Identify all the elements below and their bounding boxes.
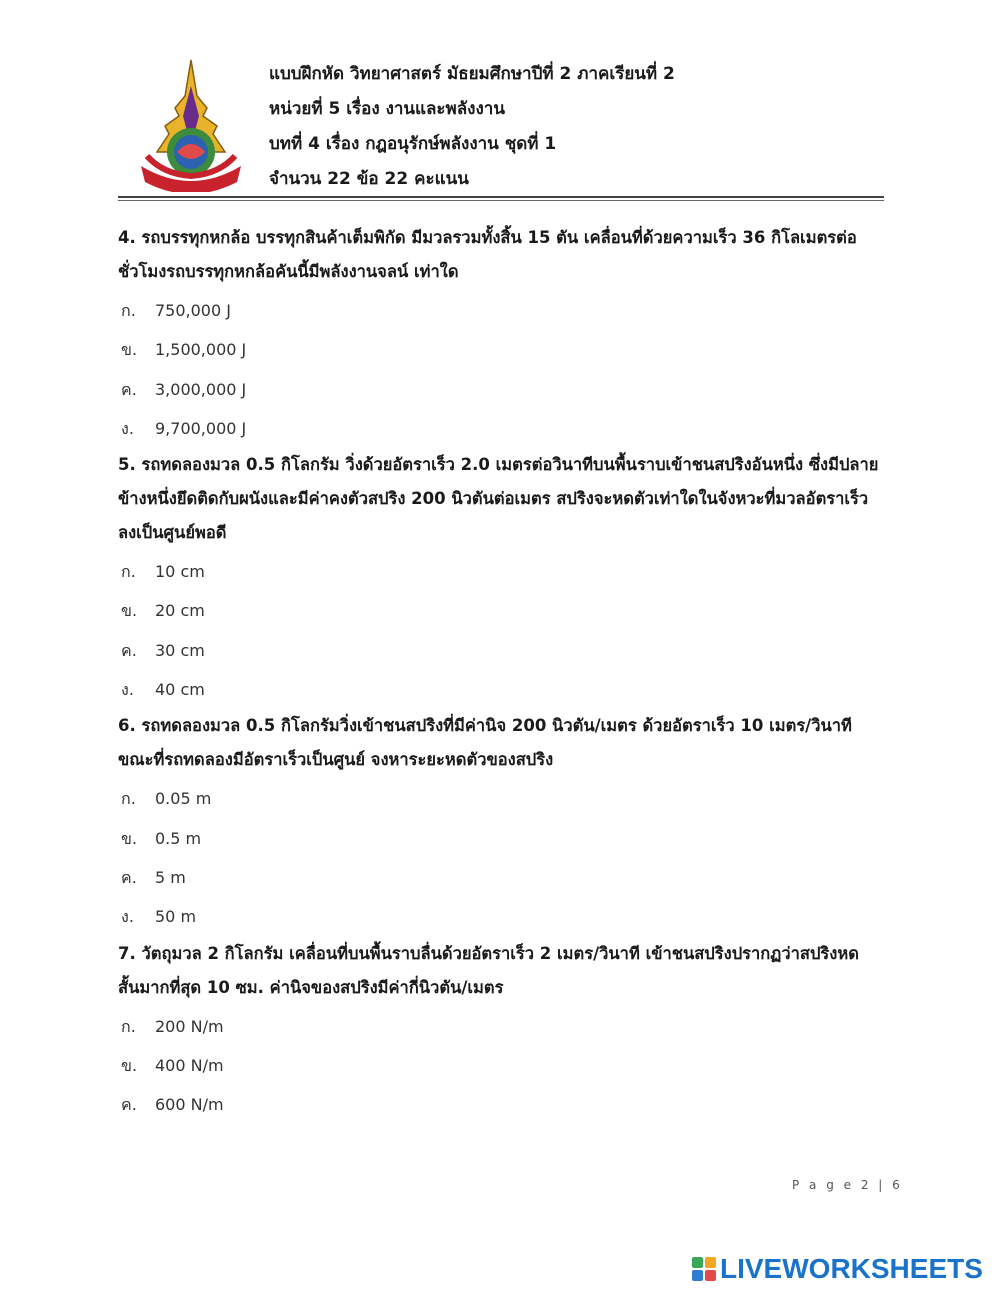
answer-option[interactable] [118,670,888,709]
answer-option[interactable] [118,1085,888,1124]
school-emblem-icon [133,56,249,192]
option-text: 20 cm [155,601,205,621]
option-letter: ค. [121,379,137,399]
option-text: 1,500,000 J [155,340,247,360]
liveworksheets-brand[interactable] [692,1252,983,1286]
option-text: 3,000,000 J [155,379,247,399]
option-text: 200 N/m [155,1016,224,1036]
option-text: 30 cm [155,640,205,660]
question-5 [118,448,888,709]
question-list [118,221,888,1124]
answer-option[interactable] [118,1046,888,1085]
question-line: 5. รถทดลองมวล 0.5 กิโลกรัม วิ่งด้วยอัตราเร็ว 2.0 เมตรต่อวินาทีบนพื้นราบเข้าชนสปริงอันหนึ่ง ซึ่งมีปลาย [118,455,879,475]
question-text [118,448,888,550]
option-letter: ค. [121,867,137,887]
liveworksheets-logo-icon [692,1257,716,1281]
option-letter: ข. [121,601,138,621]
page-number: P a g e 2 | 6 [792,1178,903,1192]
header-divider-thin [118,200,884,201]
answer-option[interactable] [118,897,888,936]
option-letter: ข. [121,828,138,848]
question-4 [118,221,888,448]
answer-option[interactable] [118,1007,888,1046]
header-unit: หน่วยที่ 5 เรื่อง งานและพลังงาน [269,99,505,119]
header-title: แบบฝึกหัด วิทยาศาสตร์ มัธยมศึกษาปีที่ 2 ภาคเรียนที่ 2 [269,64,675,84]
question-line: สั้นมากที่สุด 10 ซม. ค่านิจของสปริงมีค่ากี่นิวตัน/เมตร [118,977,504,997]
option-letter: ก. [121,1016,136,1036]
answer-option[interactable] [118,819,888,858]
question-text [118,221,888,289]
option-text: 750,000 J [155,301,231,320]
option-text: 5 m [155,867,186,887]
answer-option[interactable] [118,409,888,448]
question-line: ชั่วโมงรถบรรทุกหกล้อคันนี้มีพลังงานจลน์ เท่าใด [118,262,459,281]
option-letter: ง. [121,680,134,700]
answer-option[interactable] [118,291,888,330]
question-line: ข้างหนึ่งยึดติดกับผนังและมีค่าคงตัวสปริง 200 นิวตันต่อเมตร สปริงจะหดตัวเท่าใดในจังหวะที่มวลอัตราเร็ว [118,489,869,509]
question-line: 6. รถทดลองมวล 0.5 กิโลกรัมวิ่งเข้าชนสปริงที่มีค่านิจ 200 นิวตัน/เมตร ด้วยอัตราเร็ว 10 เมตร/วินาที [118,716,852,736]
question-text [118,937,888,1005]
brand-name: LIVEWORKSHEETS [720,1253,983,1284]
answer-option[interactable] [118,552,888,591]
option-letter: ก. [121,789,136,809]
option-letter: ก. [121,301,136,320]
option-text: 9,700,000 J [155,418,247,438]
question-line: 7. วัตถุมวล 2 กิโลกรัม เคลื่อนที่บนพื้นราบลื่นด้วยอัตราเร็ว 2 เมตร/วินาที เข้าชนสปริงปรากฏว่าสปริงหด [118,943,859,963]
option-text: 0.05 m [155,789,212,809]
answer-option[interactable] [118,370,888,409]
option-letter: ง. [121,907,134,927]
option-letter: ก. [121,562,136,582]
option-text: 0.5 m [155,828,202,848]
header-chapter: บทที่ 4 เรื่อง กฎอนุรักษ์พลังงาน ชุดที่ 1 [269,134,557,154]
answer-option[interactable] [118,858,888,897]
option-text: 50 m [155,907,197,927]
option-letter: ข. [121,1055,138,1075]
option-letter: ค. [121,1095,137,1115]
answer-option[interactable] [118,631,888,670]
option-text: 40 cm [155,680,205,700]
answer-option[interactable] [118,330,888,369]
document-header [269,58,675,198]
option-text: 600 N/m [155,1095,224,1115]
header-score: จำนวน 22 ข้อ 22 คะแนน [269,169,469,189]
answer-option[interactable] [118,591,888,630]
option-letter: ค. [121,640,137,660]
question-text [118,709,888,777]
option-letter: ข. [121,340,138,360]
question-line: ขณะที่รถทดลองมีอัตราเร็วเป็นศูนย์ จงหาระยะหดตัวของสปริง [118,750,554,770]
option-letter: ง. [121,418,134,438]
option-text: 10 cm [155,562,205,582]
question-6 [118,709,888,936]
question-line: 4. รถบรรทุกหกล้อ บรรทุกสินค้าเต็มพิกัด มีมวลรวมทั้งสิ้น 15 ตัน เคลื่อนที่ด้วยความเร็ว 36 กิโลเมตรต่อ [118,228,857,247]
answer-option[interactable] [118,779,888,818]
question-line: ลงเป็นศูนย์พอดี [118,523,227,543]
option-text: 400 N/m [155,1055,224,1075]
header-divider [118,196,884,198]
question-7 [118,937,888,1125]
